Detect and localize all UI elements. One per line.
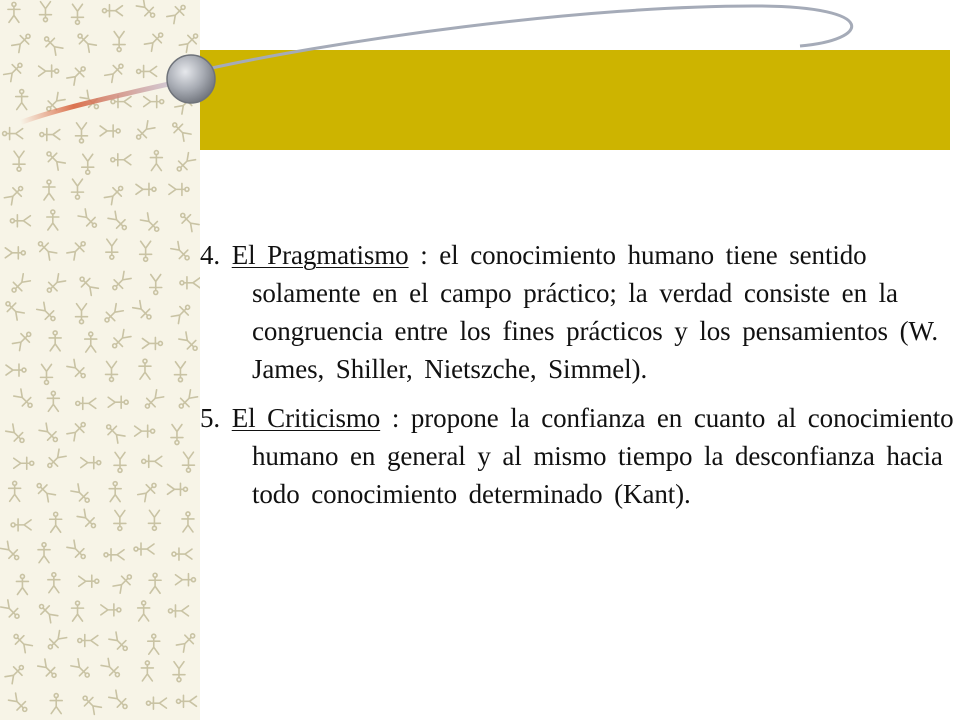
orbit-line — [185, 6, 852, 74]
comet-tail — [22, 82, 178, 122]
item-number: 5. — [200, 403, 221, 433]
content-text — [200, 236, 955, 524]
item-text: : propone la confianza en cuanto al conocimiento humano en general y al mismo tiempo la desconfianza hacia todo conocimiento determinado (Kant). — [252, 403, 954, 509]
item-criticismo — [200, 399, 955, 513]
item-number: 4. — [200, 240, 221, 270]
item-term: El Criticismo — [231, 403, 381, 433]
item-pragmatismo — [200, 236, 955, 388]
item-term: El Pragmatismo — [231, 240, 409, 270]
item-text: : el conocimiento humano tiene sentido solamente en el campo práctico; la verdad consiste en la congruencia entre los fines prácticos y los pensamientos (W. James, Shiller, Nietszche, Simmel). — [252, 240, 939, 384]
orbit-sphere — [167, 55, 215, 103]
